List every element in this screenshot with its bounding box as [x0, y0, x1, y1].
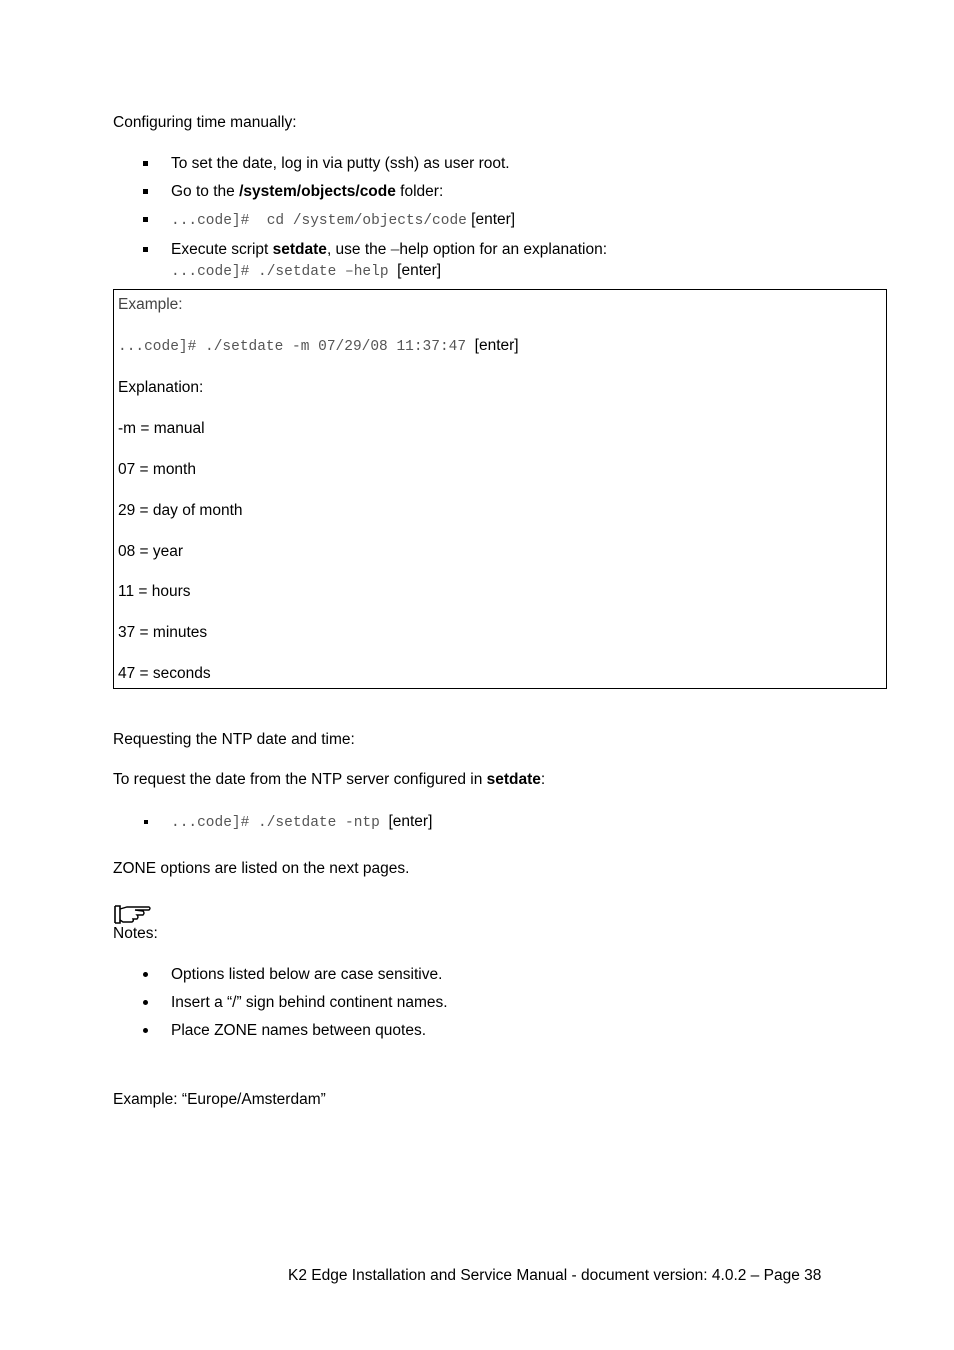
bullet-square	[143, 247, 148, 252]
script-name: setdate	[272, 241, 327, 258]
bullet-dot	[143, 1000, 148, 1005]
zone-example: Example: “Europe/Amsterdam”	[113, 1091, 326, 1108]
explanation-item: 37 = minutes	[118, 624, 208, 641]
page-footer: K2 Edge Installation and Service Manual - document version: 4.0.2 – Page 38	[288, 1267, 822, 1284]
example-title: Example:	[118, 296, 183, 313]
cd-command-code: ...code]# cd /system/objects/code	[171, 213, 467, 229]
enter-key-label: [enter]	[466, 337, 519, 354]
note-item: Insert a “/” sign behind continent names.	[171, 994, 448, 1011]
explanation-item: 47 = seconds	[118, 665, 211, 682]
bullet-dot	[143, 972, 148, 977]
zone-options-text: ZONE options are listed on the next pages.	[113, 860, 410, 877]
ntp-intro-text: To request the date from the NTP server configured in	[113, 771, 487, 788]
example-command	[118, 337, 519, 355]
step-folder-text: Go to the	[171, 183, 240, 200]
ntp-intro-colon: :	[540, 771, 546, 788]
explanation-item: 11 = hours	[118, 583, 191, 600]
step-execute-text-mid: , use the	[326, 241, 391, 258]
explanation-item: 07 = month	[118, 461, 196, 478]
step-folder-path: /system/objects/code	[239, 183, 396, 200]
step-folder-text-end: folder:	[395, 183, 444, 200]
pointing-hand-icon	[113, 903, 153, 925]
explanation-item: -m = manual	[118, 420, 205, 437]
note-item: Place ZONE names between quotes.	[171, 1022, 427, 1039]
help-command	[171, 262, 441, 280]
option-dash: –	[390, 241, 400, 258]
enter-key-label: [enter]	[466, 211, 516, 228]
ntp-command	[171, 813, 432, 831]
script-name: setdate	[486, 771, 541, 788]
step-execute-text-end: help option for an explanation:	[399, 241, 608, 258]
bullet-square	[144, 820, 148, 824]
note-item: Options listed below are case sensitive.	[171, 966, 443, 983]
help-command-code: ...code]# ./setdate –help	[171, 264, 389, 280]
example-command-code: ...code]# ./setdate -m 07/29/08 11:37:47	[118, 339, 467, 355]
step-cd-command	[171, 211, 515, 229]
explanation-label: Explanation:	[118, 379, 204, 396]
step-execute-script	[171, 241, 607, 259]
ntp-command-code: ...code]# ./setdate -ntp	[171, 815, 380, 831]
section-heading-manual: Configuring time manually:	[113, 114, 297, 131]
step-folder	[171, 183, 443, 201]
explanation-item: 29 = day of month	[118, 502, 243, 519]
bullet-square	[143, 189, 148, 194]
step-execute-text: Execute script	[171, 241, 273, 258]
explanation-item: 08 = year	[118, 543, 184, 560]
enter-key-label: [enter]	[379, 813, 433, 830]
enter-key-label: [enter]	[388, 262, 442, 279]
ntp-intro	[113, 771, 545, 789]
bullet-square	[143, 217, 148, 222]
bullet-dot	[143, 1028, 148, 1033]
step-login: To set the date, log in via putty (ssh) as user root.	[171, 155, 510, 172]
section-heading-ntp: Requesting the NTP date and time:	[113, 731, 355, 748]
notes-label: Notes:	[113, 925, 158, 942]
bullet-square	[143, 161, 148, 166]
